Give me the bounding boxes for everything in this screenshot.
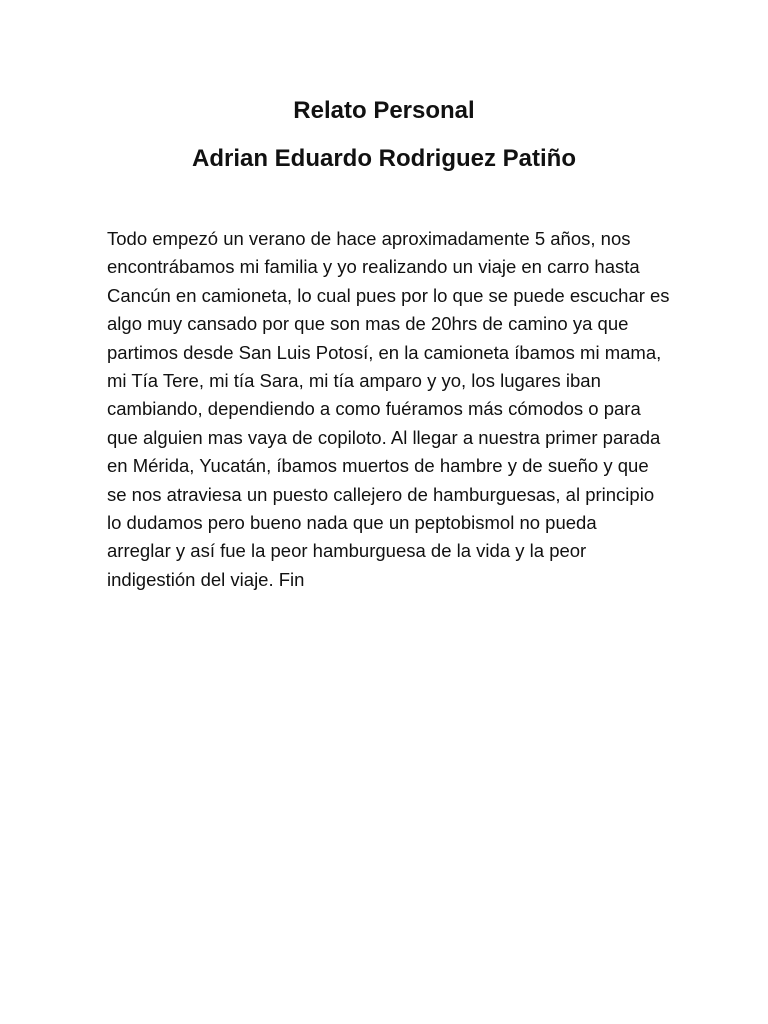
body-line: algo muy cansado por que son mas de 20hrs de camino ya que (107, 313, 629, 335)
body-line: Todo empezó un verano de hace aproximadamente 5 años, nos (107, 228, 631, 249)
body-paragraph (107, 225, 687, 594)
body-line: Cancún en camioneta, lo cual pues por lo que se puede escuchar es (107, 284, 670, 306)
body-line: arreglar y así fue la peor hamburguesa de la vida y la peor (107, 540, 587, 562)
body-line: encontrábamos mi familia y yo realizando un viaje en carro hasta (107, 256, 640, 278)
body-line: indigestión del viaje. Fin (107, 568, 305, 590)
body-line: se nos atraviesa un puesto callejero de hamburguesas, al principio (107, 483, 655, 505)
body-line: lo dudamos pero bueno nada que un peptobismol no pueda (107, 512, 597, 534)
body-line: en Mérida, Yucatán, íbamos muertos de hambre y de sueño y que (107, 455, 649, 477)
body-line: mi Tía Tere, mi tía Sara, mi tía amparo y yo, los lugares iban (107, 370, 601, 392)
document-author: Adrian Eduardo Rodriguez Patiño (191, 145, 576, 172)
document-title: Relato Personal (293, 97, 475, 124)
body-line: que alguien mas vaya de copiloto. Al llegar a nuestra primer parada (107, 426, 661, 448)
body-line: cambiando, dependiendo a como fuéramos más cómodos o para (107, 398, 641, 420)
body-line: partimos desde San Luis Potosí, en la camioneta íbamos mi mama, (107, 341, 662, 363)
